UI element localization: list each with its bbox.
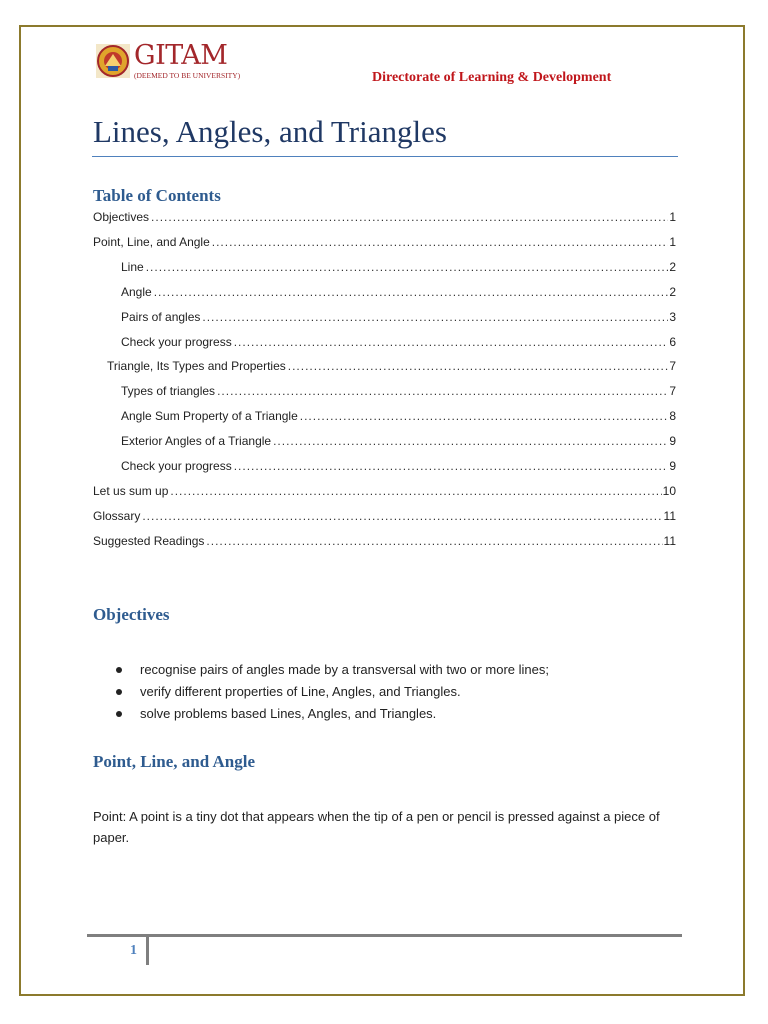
toc-entry[interactable] — [121, 408, 676, 424]
point-line-angle-heading: Point, Line, and Angle — [93, 752, 256, 771]
toc-leader — [202, 309, 668, 325]
toc-entry-label: Objectives — [93, 210, 150, 224]
toc-entry[interactable] — [121, 458, 676, 474]
toc-entry-label: Check your progress — [121, 335, 232, 349]
toc-entry-label: Suggested Readings — [93, 534, 205, 548]
toc-leader — [146, 259, 669, 275]
toc-leader — [170, 483, 661, 499]
toc-entry-page: 11 — [663, 509, 676, 523]
toc-entry-label: Line — [121, 260, 144, 274]
toc-entry-page: 2 — [669, 285, 676, 299]
list-item-text: verify different properties of Line, Angles, and Triangles. — [140, 684, 461, 699]
toc-entry[interactable] — [121, 284, 676, 300]
toc-leader — [273, 433, 668, 449]
objectives-heading: Objectives — [93, 605, 170, 624]
toc-entry-page: 7 — [669, 384, 676, 398]
toc-leader — [206, 533, 662, 549]
toc-leader — [154, 284, 669, 300]
toc-leader — [288, 358, 669, 374]
toc-entry-page: 11 — [663, 534, 676, 548]
toc-entry-label: Check your progress — [121, 459, 232, 473]
toc-entry-page: 3 — [669, 310, 676, 324]
toc-entry[interactable] — [121, 433, 676, 449]
document-title: Lines, Angles, and Triangles — [93, 114, 447, 149]
footer-rule — [87, 934, 682, 937]
toc-leader — [300, 408, 669, 424]
toc-entry-page: 7 — [669, 359, 676, 373]
toc-leader — [151, 209, 668, 225]
toc-entry[interactable] — [121, 383, 676, 399]
gitam-logo — [96, 40, 246, 80]
page-number: 1 — [130, 943, 137, 958]
toc-entry-label: Exterior Angles of a Triangle — [121, 434, 272, 448]
toc-entry-label: Triangle, Its Types and Properties — [107, 359, 286, 373]
toc-entry-page: 9 — [669, 434, 676, 448]
toc-entry-label: Glossary — [93, 509, 141, 523]
toc-entry[interactable] — [93, 234, 676, 250]
toc-leader — [234, 334, 669, 350]
toc-entry[interactable] — [121, 259, 676, 275]
toc-leader — [217, 383, 668, 399]
point-definition-paragraph: Point: A point is a tiny dot that appears when the tip of a pen or pencil is pressed against a piece of paper. — [93, 809, 660, 845]
directorate-label: Directorate of Learning & Development — [372, 70, 612, 85]
toc-leader — [234, 458, 669, 474]
logo-wordmark: GITAM — [134, 40, 228, 71]
toc-entry[interactable] — [93, 483, 676, 499]
toc-entry-label: Angle Sum Property of a Triangle — [121, 409, 298, 423]
bullet-icon — [116, 667, 122, 673]
toc-entry-page: 9 — [669, 459, 676, 473]
toc-entry-label: Types of triangles — [121, 384, 216, 398]
toc-entry[interactable] — [93, 209, 676, 225]
toc-entry-label: Angle — [121, 285, 152, 299]
bullet-icon — [116, 711, 122, 717]
toc-entry-label: Pairs of angles — [121, 310, 201, 324]
title-rule — [92, 156, 678, 157]
toc-entry-page: 6 — [669, 335, 676, 349]
bullet-icon — [116, 689, 122, 695]
toc-entry-page: 1 — [669, 210, 676, 224]
toc-entry[interactable] — [93, 533, 676, 549]
toc-entry-page: 2 — [669, 260, 676, 274]
toc-entry-page: 1 — [669, 235, 676, 249]
toc-entry[interactable] — [93, 508, 676, 524]
toc-entry[interactable] — [121, 309, 676, 325]
toc-entry[interactable] — [121, 334, 676, 350]
toc-entry[interactable] — [107, 358, 676, 374]
toc-entry-label: Let us sum up — [93, 484, 169, 498]
university-seal-icon — [96, 44, 130, 78]
list-item-text: recognise pairs of angles made by a transversal with two or more lines; — [140, 662, 549, 677]
toc-leader — [212, 234, 669, 250]
toc-leader — [142, 508, 662, 524]
footer-separator — [146, 937, 149, 965]
logo-subtitle: (DEEMED TO BE UNIVERSITY) — [134, 71, 241, 80]
toc-entry-page: 8 — [669, 409, 676, 423]
list-item-text: solve problems based Lines, Angles, and Triangles. — [140, 706, 437, 721]
toc-entry-page: 10 — [662, 484, 676, 498]
toc-heading: Table of Contents — [93, 186, 221, 205]
toc-entry-label: Point, Line, and Angle — [93, 235, 210, 249]
